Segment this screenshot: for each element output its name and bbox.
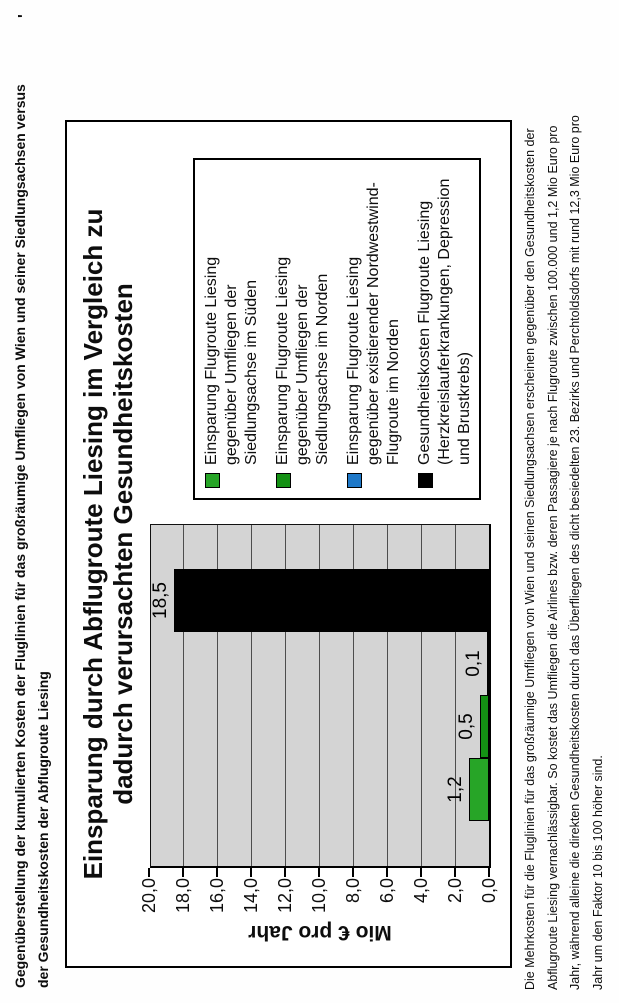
bar-series-1 <box>469 758 489 821</box>
legend-label-line: Flugroute im Norden <box>385 319 402 465</box>
y-axis-title: Mio € pro Jahr <box>248 921 392 944</box>
page-footer-line3: Jahr, während alleine die direkten Gesundheitskosten durch das Überfliegen des dicht besiedelten 23. Bezirks und Perchtoldsdorfs mit rund 12,3 Mio Euro pro <box>568 115 582 990</box>
legend-item-3 <box>344 168 404 490</box>
legend-label-line: Siedlungsachse im Süden <box>243 279 260 465</box>
legend-item-2 <box>273 168 333 490</box>
legend-key-swatch <box>418 473 433 488</box>
legend-box <box>193 158 481 500</box>
y-axis-tick-label: 16,0 <box>207 878 227 914</box>
legend-key-swatch <box>205 473 220 488</box>
page-header-line1: Gegenüberstellung der kumulierten Kosten der Fluglinien für das großräumige Umfliegen von Wien und seiner Siedlungsachsen versus <box>12 84 28 988</box>
y-axis-tick-mark <box>148 868 150 877</box>
page-footer-line4: Jahr um den Faktor 10 bis 100 höher sind. <box>590 755 605 990</box>
bar-series-3 <box>487 632 489 695</box>
y-axis-tick-mark <box>488 868 490 877</box>
y-axis-tick-label: 18,0 <box>173 878 193 914</box>
y-axis-tick-mark <box>216 868 218 877</box>
y-axis-tick-mark <box>182 868 184 877</box>
y-axis-tick-label: 12,0 <box>275 878 295 914</box>
legend-label-line: gegenüber Umfliegen der <box>223 284 240 465</box>
chart-title <box>78 122 138 966</box>
bar-value-label: 1,2 <box>445 776 466 803</box>
stray-quote-mark: ' <box>16 14 33 18</box>
y-axis-tick-mark <box>318 868 320 877</box>
y-axis-tick-mark <box>250 868 252 877</box>
legend-label-line: und Brustkrebs) <box>456 352 473 465</box>
legend-label-line: gegenüber existierender Nordwestwind- <box>365 182 382 465</box>
legend-label-line: (Herzkreislauferkrankungen, Depression <box>436 178 453 465</box>
bar-value-label: 18,5 <box>150 582 171 619</box>
y-axis-tick-mark <box>386 868 388 877</box>
y-axis-tick-label: 4,0 <box>411 878 431 904</box>
y-axis-tick-label: 2,0 <box>445 878 465 904</box>
legend-item-label <box>415 179 475 465</box>
y-axis-tick-mark <box>454 868 456 877</box>
legend-label-line: gegenüber Umfliegen der <box>294 284 311 465</box>
legend-label-line: Gesundheitskosten Flugroute Liesing <box>416 200 433 465</box>
bar-value-label: 0,5 <box>456 713 477 740</box>
legend-label-line: Einsparung Flugroute Liesing <box>274 256 291 465</box>
page-footer-line1: Die Mehrkosten für die Fluglinien für das großräumige Umfliegen von Wien und seinen Siedlungsachsen erscheinen gegenüber den Gesundheitskosten der <box>523 128 537 990</box>
y-axis-tick-label: 8,0 <box>343 878 363 904</box>
bar-series-4 <box>174 569 489 632</box>
y-axis-tick-label: 6,0 <box>377 878 397 904</box>
plot-area <box>150 524 491 868</box>
legend-item-label <box>344 182 404 465</box>
legend-label-line: Einsparung Flugroute Liesing <box>203 256 220 465</box>
y-axis-tick-mark <box>420 868 422 877</box>
chart-title-line2: dadurch verursachten Gesundheitskosten <box>108 283 138 805</box>
page-header-line2: der Gesundheitskosten der Abflugroute Liesing <box>35 671 51 988</box>
legend-item-label <box>202 257 262 465</box>
legend-label-line: Siedlungsachse im Norden <box>314 273 331 465</box>
legend-key-swatch <box>276 473 291 488</box>
chart-frame <box>65 120 512 968</box>
bar-series-2 <box>480 695 489 758</box>
bar-value-label: 0,1 <box>463 650 484 677</box>
y-axis-tick-mark <box>284 868 286 877</box>
y-axis-tick-label: 0,0 <box>479 878 499 904</box>
legend-label-line: Einsparung Flugroute Liesing <box>345 256 362 465</box>
page-header <box>9 84 55 988</box>
legend-key-swatch <box>347 473 362 488</box>
page-footer <box>519 115 609 990</box>
legend-item-1 <box>202 168 262 490</box>
y-axis-tick-label: 10,0 <box>309 878 329 914</box>
legend-item-4 <box>415 168 475 490</box>
chart-title-line1: Einsparung durch Abflugroute Liesing im Vergleich zu <box>78 208 108 880</box>
y-axis-tick-label: 20,0 <box>139 878 159 914</box>
y-axis-tick-mark <box>352 868 354 877</box>
y-axis-tick-label: 14,0 <box>241 878 261 914</box>
legend-item-label <box>273 257 333 465</box>
page-footer-line2: Abflugroute Liesing vernachlässigbar. So kostet das Umfliegen die Airlines bzw. deren Passagiere je nach Flugroute zwischen 100.000 und 1,2 Mio Euro pro <box>545 125 560 990</box>
